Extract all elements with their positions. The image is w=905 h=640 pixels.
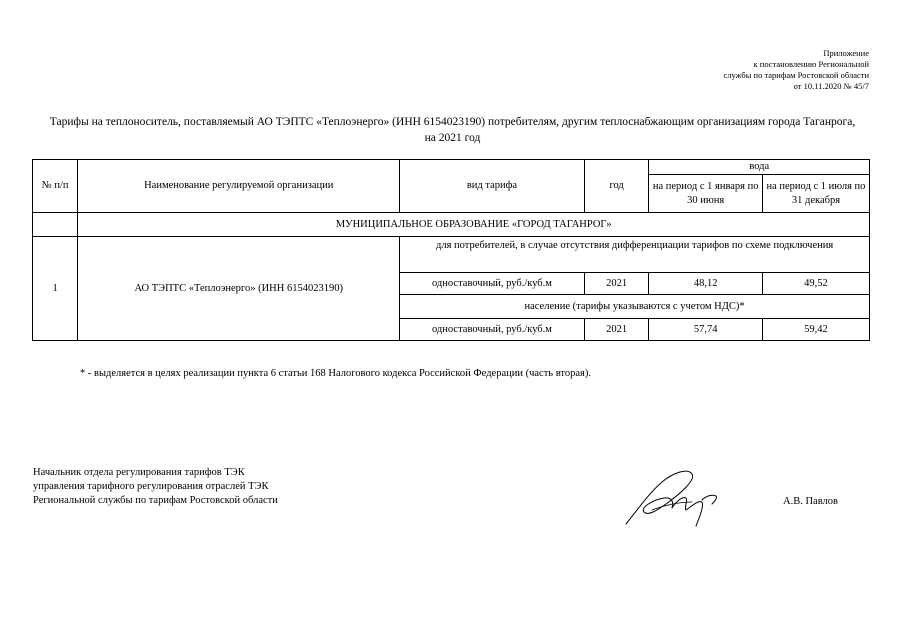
header-tariff-type: вид тарифа	[400, 160, 585, 213]
title-line-1: Тарифы на теплоноситель, поставляемый АО ТЭПТС «Теплоэнерго» (ИНН 6154023190) потребителям, другим теплоснабжающим организациям города Таганрога,	[49, 116, 856, 128]
header-num: № п/п	[33, 160, 78, 213]
row-number: 1	[33, 237, 78, 341]
header-year: год	[584, 160, 649, 213]
group-2-heading: население (тарифы указываются с учетом НДС)*	[400, 295, 870, 319]
signer-name: А.В. Павлов	[783, 496, 838, 507]
group-2-year: 2021	[584, 319, 649, 341]
signatory-line-3: Региональной службы по тарифам Ростовской области	[33, 495, 278, 506]
group-2-value-2: 59,42	[762, 319, 869, 341]
appendix-line-4: от 10.11.2020 № 45/7	[793, 81, 869, 91]
group-1-heading: для потребителей, в случае отсутствия дифференциации тарифов по схеме подключения	[400, 237, 870, 261]
group-1-value-1: 48,12	[649, 273, 762, 295]
group-2-value-1: 57,74	[649, 319, 762, 341]
header-water: вода	[649, 160, 870, 175]
group-1-tariff-type: одноставочный, руб./куб.м	[400, 273, 585, 295]
header-period-1: на период с 1 января по 30 июня	[649, 175, 762, 213]
document-title	[20, 114, 885, 146]
appendix-line-1: Приложение	[823, 48, 869, 58]
handwritten-signature	[622, 466, 727, 528]
footnote: * - выделяется в целях реализации пункта 6 статьи 168 Налогового кодекса Российской Федерации (часть вторая).	[80, 368, 591, 379]
signatory-line-2: управления тарифного регулирования отраслей ТЭК	[33, 481, 269, 492]
group-1-value-2: 49,52	[762, 273, 869, 295]
signatory-position	[33, 466, 278, 508]
title-line-2: на 2021 год	[424, 132, 481, 144]
signatory-line-1: Начальник отдела регулирования тарифов ТЭК	[33, 467, 245, 478]
appendix-header	[569, 48, 869, 92]
group-1-year: 2021	[584, 273, 649, 295]
appendix-line-2: к постановлению Региональной	[753, 59, 869, 69]
appendix-line-3: службы по тарифам Ростовской области	[723, 70, 869, 80]
organization-name: АО ТЭПТС «Теплоэнерго» (ИНН 6154023190)	[78, 237, 400, 341]
header-period-2: на период с 1 июля по 31 декабря	[762, 175, 869, 213]
header-organization: Наименование регулируемой организации	[78, 160, 400, 213]
tariff-table	[32, 159, 870, 341]
municipality-name: МУНИЦИПАЛЬНОЕ ОБРАЗОВАНИЕ «ГОРОД ТАГАНРОГ»	[78, 213, 870, 237]
group-1-heading-spacer	[400, 261, 870, 273]
group-2-tariff-type: одноставочный, руб./куб.м	[400, 319, 585, 341]
municipality-num-cell	[33, 213, 78, 237]
